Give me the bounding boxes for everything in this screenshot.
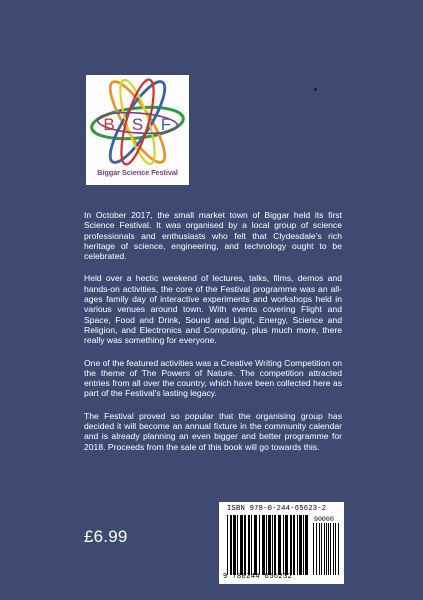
blurb-paragraph: In October 2017, the small market town of Biggar held its first Science Festival. It was organised by a local group of science professionals and enthusiasts who felt that Clydesdale's rich heritage of science, engineering, and technology ought to be celebrated. [84,210,342,262]
barcode-bar [230,515,232,575]
barcode-bar [299,515,302,575]
back-cover-blurb [84,210,342,464]
logo-letter-s: S [131,115,144,134]
barcode-bar [274,515,276,575]
barcode-bar [237,515,238,575]
price-label: £6.99 [84,527,128,546]
logo-tagline: Biggar Science Festival [97,168,178,177]
barcode-bar [251,515,252,575]
barcode-bar [244,515,246,575]
barcode-bar [333,523,334,575]
barcode-bar [285,515,288,575]
speck [314,88,317,91]
barcode-bar [316,523,317,575]
barcode-bar [233,515,236,575]
barcode-bar [324,523,325,575]
atom-orbits-icon [86,75,189,167]
barcode-bar [290,515,292,575]
barcode-bar [303,515,304,575]
barcode-bar [272,515,273,575]
addon-barcode-bars [313,523,339,575]
barcode-bar [254,515,257,575]
barcode-bar [319,523,320,575]
barcode-bar [293,515,295,575]
ean-digits: 9 780244 656232 [223,573,293,581]
barcode-bar [335,523,336,575]
blurb-paragraph: Held over a hectic weekend of lectures, talks, films, demos and hands-on activities, the core of the Festival programme was an all-ages family day of interactive experiments and workshops held in various venues around town. With events covering Flight and Space, Food and Drink, Sound and Light, Energy, Science and Religion, and Electronics and Computing, plus much more, there really was something for everyone. [84,273,342,346]
barcode-bar [338,523,339,575]
barcode-bar [283,515,284,575]
barcode-bar [313,523,314,575]
barcode-bar [227,515,228,575]
barcode-bar [297,515,298,575]
ean-barcode-bars [227,515,309,575]
logo-letter-b: B [103,115,115,134]
addon-digits: 90000 [314,516,334,523]
logo-letter-f: F [160,115,172,134]
barcode-bar [268,515,271,575]
barcode-bar [240,515,243,575]
barcode-bar [248,515,250,575]
barcode-bar [305,515,308,575]
bsf-logo [86,75,189,185]
barcode-bar [326,523,327,575]
barcode-bar [278,515,281,575]
barcode-bar [262,515,265,575]
barcode-bar [328,523,329,575]
barcode-bar [259,515,260,575]
barcode-bar [321,523,322,575]
isbn-label: ISBN 978-0-244-65623-2 [227,505,327,513]
barcode-bar [266,515,267,575]
barcode-bar [330,523,331,575]
isbn-barcode [219,502,344,584]
blurb-paragraph: One of the featured activities was a Creative Writing Competition on the theme of The Powers of Nature. The competition attracted entries from all over the country, which have been collected here as part of the Festival's lasting legacy. [84,357,342,399]
blurb-paragraph: The Festival proved so popular that the organising group has decided it will become an annual fixture in the community calendar and is already planning an even bigger and better programme for 2018. Proceeds from the sale of this book will go towards this. [84,410,342,452]
